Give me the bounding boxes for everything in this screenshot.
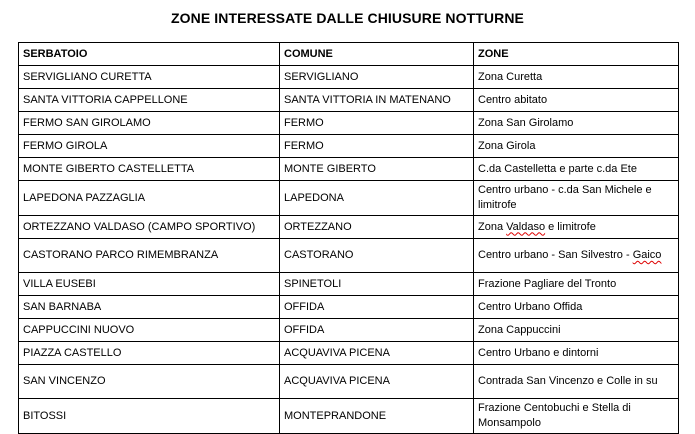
cell-serbatoio: LAPEDONA PAZZAGLIA: [19, 181, 280, 216]
cell-zone: Centro urbano - San Silvestro - Gaico: [474, 239, 679, 273]
table-row: [19, 89, 679, 112]
cell-serbatoio: FERMO SAN GIROLAMO: [19, 112, 280, 135]
table-header-row: [19, 43, 679, 66]
table-row: [19, 112, 679, 135]
column-header-comune: COMUNE: [280, 43, 474, 66]
cell-comune: ACQUAVIVA PICENA: [280, 342, 474, 365]
table-row: [19, 216, 679, 239]
table-row: [19, 158, 679, 181]
cell-serbatoio: PIAZZA CASTELLO: [19, 342, 280, 365]
table-row: [19, 342, 679, 365]
cell-zone: Centro Urbano e dintorni: [474, 342, 679, 365]
cell-zone: Frazione Pagliare del Tronto: [474, 273, 679, 296]
cell-zone: Centro Urbano Offida: [474, 296, 679, 319]
cell-zone: Zona San Girolamo: [474, 112, 679, 135]
table-row: [19, 273, 679, 296]
table-row: [19, 239, 679, 273]
closures-table: [18, 42, 679, 434]
cell-serbatoio: ORTEZZANO VALDASO (CAMPO SPORTIVO): [19, 216, 280, 239]
table-row: [19, 365, 679, 399]
table-row: [19, 399, 679, 434]
cell-zone: Contrada San Vincenzo e Colle in su: [474, 365, 679, 399]
cell-serbatoio: SERVIGLIANO CURETTA: [19, 66, 280, 89]
cell-serbatoio: SAN BARNABA: [19, 296, 280, 319]
cell-comune: OFFIDA: [280, 319, 474, 342]
cell-zone: Zona Cappuccini: [474, 319, 679, 342]
cell-comune: SANTA VITTORIA IN MATENANO: [280, 89, 474, 112]
table-row: [19, 66, 679, 89]
spellcheck-flagged-word: Gaico: [632, 249, 662, 261]
spellcheck-flagged-word: Valdaso: [506, 220, 546, 233]
cell-zone: Centro urbano - c.da San Michele e limitrofe: [474, 181, 679, 216]
table-row: [19, 319, 679, 342]
cell-comune: CASTORANO: [280, 239, 474, 273]
table-row: [19, 296, 679, 319]
cell-comune: OFFIDA: [280, 296, 474, 319]
cell-serbatoio: MONTE GIBERTO CASTELLETTA: [19, 158, 280, 181]
cell-serbatoio: SAN VINCENZO: [19, 365, 280, 399]
cell-zone: Frazione Centobuchi e Stella di Monsampolo: [474, 399, 679, 434]
cell-serbatoio: BITOSSI: [19, 399, 280, 434]
cell-comune: SPINETOLI: [280, 273, 474, 296]
cell-serbatoio: SANTA VITTORIA CAPPELLONE: [19, 89, 280, 112]
cell-comune: MONTE GIBERTO: [280, 158, 474, 181]
table-row: [19, 181, 679, 216]
cell-comune: SERVIGLIANO: [280, 66, 474, 89]
document-title: ZONE INTERESSATE DALLE CHIUSURE NOTTURNE: [171, 10, 524, 26]
cell-zone: C.da Castelletta e parte c.da Ete: [474, 158, 679, 181]
cell-serbatoio: CASTORANO PARCO RIMEMBRANZA: [19, 239, 280, 273]
cell-comune: ORTEZZANO: [280, 216, 474, 239]
cell-comune: FERMO: [280, 112, 474, 135]
column-header-zone: ZONE: [474, 43, 679, 66]
cell-zone: Zona Curetta: [474, 66, 679, 89]
cell-serbatoio: FERMO GIROLA: [19, 135, 280, 158]
cell-comune: ACQUAVIVA PICENA: [280, 365, 474, 399]
cell-zone: Zona Valdaso e limitrofe: [474, 216, 679, 239]
cell-comune: LAPEDONA: [280, 181, 474, 216]
cell-comune: MONTEPRANDONE: [280, 399, 474, 434]
cell-serbatoio: CAPPUCCINI NUOVO: [19, 319, 280, 342]
cell-comune: FERMO: [280, 135, 474, 158]
cell-serbatoio: VILLA EUSEBI: [19, 273, 280, 296]
cell-zone: Zona Girola: [474, 135, 679, 158]
column-header-serbatoio: SERBATOIO: [19, 43, 280, 66]
cell-zone: Centro abitato: [474, 89, 679, 112]
table-row: [19, 135, 679, 158]
